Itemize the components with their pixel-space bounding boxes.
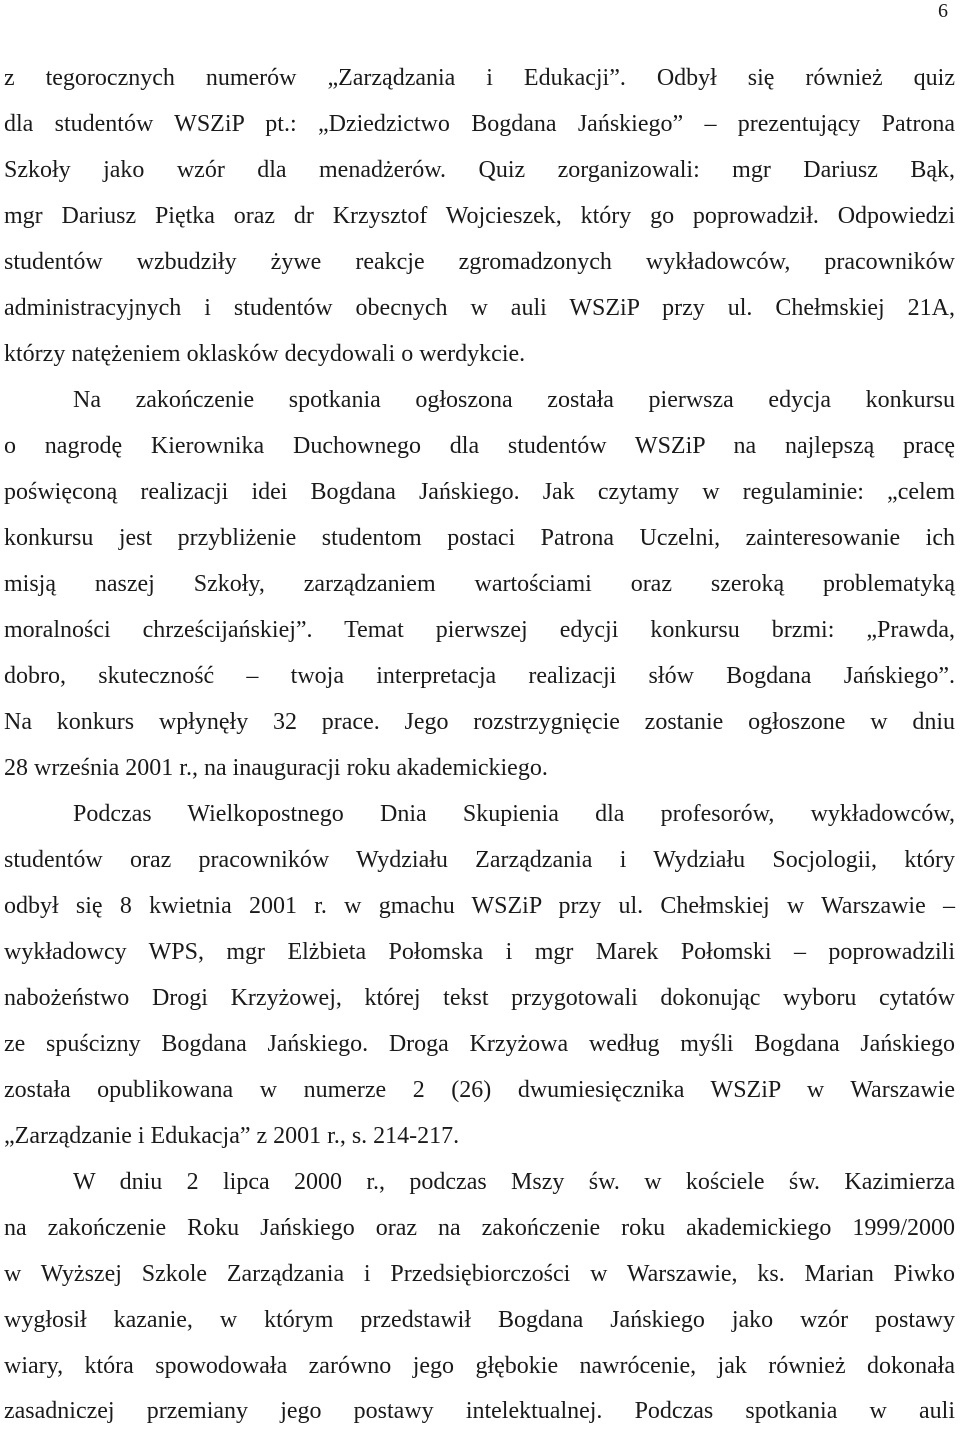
text-line: odbył się 8 kwietnia 2001 r. w gmachu WSZiP przy ul. Chełmskiej w Warszawie – [4,893,955,919]
text-line: studentów oraz pracowników Wydziału Zarządzania i Wydziału Socjologii, który [4,847,955,873]
text-line: Na konkurs wpłynęły 32 prace. Jego rozstrzygnięcie zostanie ogłoszone w dniu [4,709,955,735]
text-line: mgr Dariusz Piętka oraz dr Krzysztof Wojcieszek, który go poprowadził. Odpowiedzi [4,203,955,229]
text-line: studentów wzbudziły żywe reakcje zgromadzonych wykładowców, pracowników [4,249,955,275]
text-line: o nagrodę Kierownika Duchownego dla studentów WSZiP na najlepszą pracę [4,433,955,459]
text-line: w Wyższej Szkole Zarządzania i Przedsiębiorczości w Warszawie, ks. Marian Piwko [4,1261,955,1287]
text-line: Podczas Wielkopostnego Dnia Skupienia dla profesorów, wykładowców, [73,801,955,827]
text-line: z tegorocznych numerów „Zarządzania i Edukacji”. Odbył się również quiz [4,65,955,91]
text-line: wygłosił kazanie, w którym przedstawił Bogdana Jańskiego jako wzór postawy [4,1307,955,1333]
text-line: konkursu jest przybliżenie studentom postaci Patrona Uczelni, zainteresowanie ich [4,525,955,551]
text-line: wiary, która spowodowała zarówno jego głębokie nawrócenie, jak również dokonała [4,1353,955,1379]
text-line: została opublikowana w numerze 2 (26) dwumiesięcznika WSZiP w Warszawie [4,1077,955,1103]
text-line: dla studentów WSZiP pt.: „Dziedzictwo Bogdana Jańskiego” – prezentujący Patrona [4,111,955,137]
text-line: misją naszej Szkoły, zarządzaniem wartościami oraz szeroką problematyką [4,571,955,597]
page-number: 6 [938,0,948,22]
text-line: nabożeństwo Drogi Krzyżowej, której tekst przygotowali dokonując wyboru cytatów [4,985,955,1011]
text-line: którzy natężeniem oklasków decydowali o werdykcie. [4,341,526,367]
text-line: W dniu 2 lipca 2000 r., podczas Mszy św. w kościele św. Kazimierza [73,1169,955,1195]
text-line: Szkoły jako wzór dla menadżerów. Quiz zorganizowali: mgr Dariusz Bąk, [4,157,955,183]
text-line: Na zakończenie spotkania ogłoszona została pierwsza edycja konkursu [73,387,955,413]
text-line: moralności chrześcijańskiej”. Temat pierwszej edycji konkursu brzmi: „Prawda, [4,617,955,643]
text-line: „Zarządzanie i Edukacja” z 2001 r., s. 214-217. [4,1123,460,1149]
text-line: poświęconą realizacji idei Bogdana Jańskiego. Jak czytamy w regulaminie: „celem [4,479,955,505]
text-line: zasadniczej przemiany jego postawy intelektualnej. Podczas spotkania w auli [4,1398,955,1424]
text-line: ze spuścizny Bogdana Jańskiego. Droga Krzyżowa według myśli Bogdana Jańskiego [4,1031,955,1057]
text-line: 28 września 2001 r., na inauguracji roku akademickiego. [4,755,548,781]
text-line: na zakończenie Roku Jańskiego oraz na zakończenie roku akademickiego 1999/2000 [4,1215,955,1241]
text-line: dobro, skuteczność – twoja interpretacja realizacji słów Bogdana Jańskiego”. [4,663,955,689]
text-line: wykładowcy WPS, mgr Elżbieta Połomska i mgr Marek Połomski – poprowadzili [4,939,955,965]
text-line: administracyjnych i studentów obecnych w auli WSZiP przy ul. Chełmskiej 21A, [4,295,955,321]
